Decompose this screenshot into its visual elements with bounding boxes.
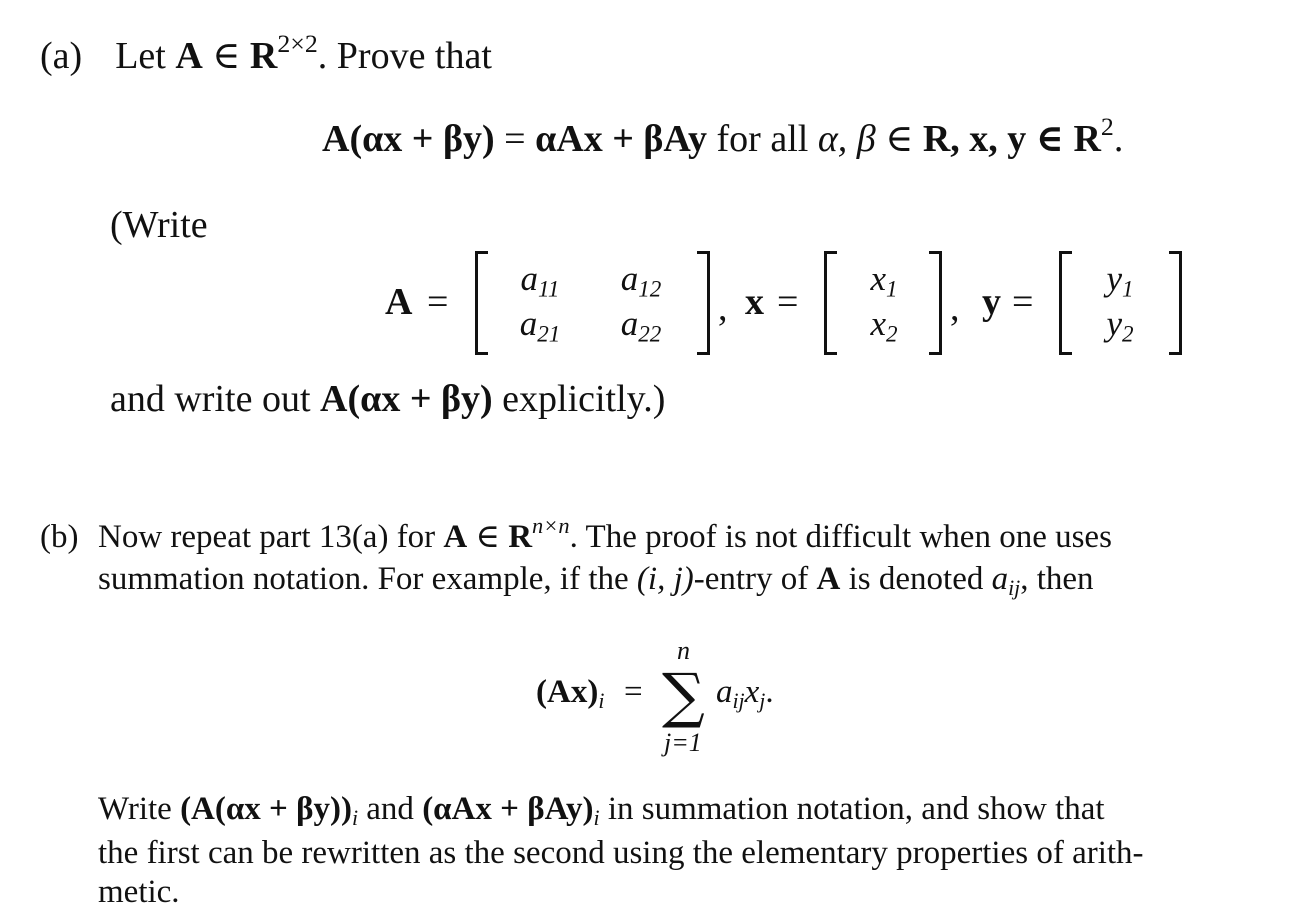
y-def-label: y xyxy=(982,281,1001,323)
equation-period: . xyxy=(1113,118,1124,160)
part-b-line-2: summation notation. For example, if the (i, j)-entry of A is denoted $a_{ij}$, then xyxy=(98,561,1094,601)
equation-lhs: A(αx + βy) xyxy=(322,118,495,160)
write-close-text-1: and write out xyxy=(110,378,311,420)
write-close-expression: A(αx + βy) xyxy=(320,378,493,420)
y-def-equals: = xyxy=(1012,281,1034,323)
comma-after-A: , xyxy=(718,287,728,329)
A-entry-12: $a_{12}$ xyxy=(620,259,662,302)
sigma-symbol: ∑ xyxy=(662,661,705,731)
vector-set: R xyxy=(1073,118,1101,160)
element-of-symbol: ∈ xyxy=(212,35,241,77)
para-expr-1: (A(αx + βy)) xyxy=(180,791,352,827)
scalars-text: α, β ∈ xyxy=(817,118,914,160)
prove-that-text: . Prove that xyxy=(317,35,492,77)
sum-lhs: $(Ax)_i$ xyxy=(536,674,605,714)
part-b-para-line-3: metic. xyxy=(98,874,180,910)
A-entry-21: $a_{21}$ xyxy=(519,304,561,347)
sum-term: $a_{ij}x_j$. xyxy=(716,674,774,714)
scalar-set: R, xyxy=(922,118,960,160)
A-def-equals: = xyxy=(427,281,449,323)
x-right-bracket xyxy=(929,251,942,355)
ij-index: (i, j) xyxy=(636,561,694,597)
matrix-A-symbol: A xyxy=(175,35,203,77)
part-b-A-symbol: A xyxy=(443,519,468,555)
vectors-text: x, y ∈ xyxy=(969,118,1064,160)
sum-lower-limit: j=1 xyxy=(664,728,702,757)
A-entry-11: $a_{11}$ xyxy=(520,259,560,302)
part-b-dims: n×n xyxy=(532,513,570,539)
x-def-label: x xyxy=(745,281,764,323)
y-left-bracket xyxy=(1059,251,1072,355)
part-a-label: (a) xyxy=(40,35,83,77)
write-close-text-2: explicitly.) xyxy=(502,378,666,420)
x-def-equals: = xyxy=(777,281,799,323)
A-right-bracket xyxy=(697,251,710,355)
part-b-label: (b) xyxy=(40,519,79,555)
write-open-text: (Write xyxy=(110,204,208,246)
x-entry-2: $x_2$ xyxy=(870,304,898,347)
y-right-bracket xyxy=(1169,251,1182,355)
sum-equals: = xyxy=(624,674,643,710)
real-set-symbol: R xyxy=(249,35,278,77)
part-b-para-line-1: Write $(A(\alpha x + \beta y))_i$ and $(\alpha Ax + \beta Ay)_i$ in summation notation, and show that xyxy=(98,791,1105,831)
part-b-para-line-2: the first can be rewritten as the second using the elementary properties of arith- xyxy=(98,835,1144,871)
equation-equals: = xyxy=(504,118,526,160)
part-b-line-1: Now repeat part 13(a) for A ∈ $R^{n\times n}$. The proof is not difficult when one uses xyxy=(98,513,1112,555)
A-left-bracket xyxy=(475,251,488,355)
comma-after-x: , xyxy=(950,287,960,329)
part-b-R-symbol: R xyxy=(508,519,533,555)
y-entry-2: $y_2$ xyxy=(1106,304,1134,347)
y-entry-1: $y_1$ xyxy=(1106,259,1134,302)
sum-upper-limit: n xyxy=(677,636,690,665)
for-all-text: for all xyxy=(716,118,809,160)
linearity-equation xyxy=(322,111,1124,160)
vector-dim-superscript: 2 xyxy=(1100,111,1114,141)
A-entry-22: $a_{22}$ xyxy=(620,304,662,347)
part-a-intro xyxy=(40,28,492,77)
A-def-label: A xyxy=(385,281,413,323)
x-left-bracket xyxy=(824,251,837,355)
write-close-line xyxy=(110,380,665,418)
x-entry-1: $x_1$ xyxy=(870,259,898,302)
equation-rhs: αAx + βAy xyxy=(535,118,708,160)
dimension-superscript: 2×2 xyxy=(277,28,318,58)
para-expr-2: (αAx + βAy) xyxy=(422,791,594,827)
let-text: Let xyxy=(115,35,166,77)
